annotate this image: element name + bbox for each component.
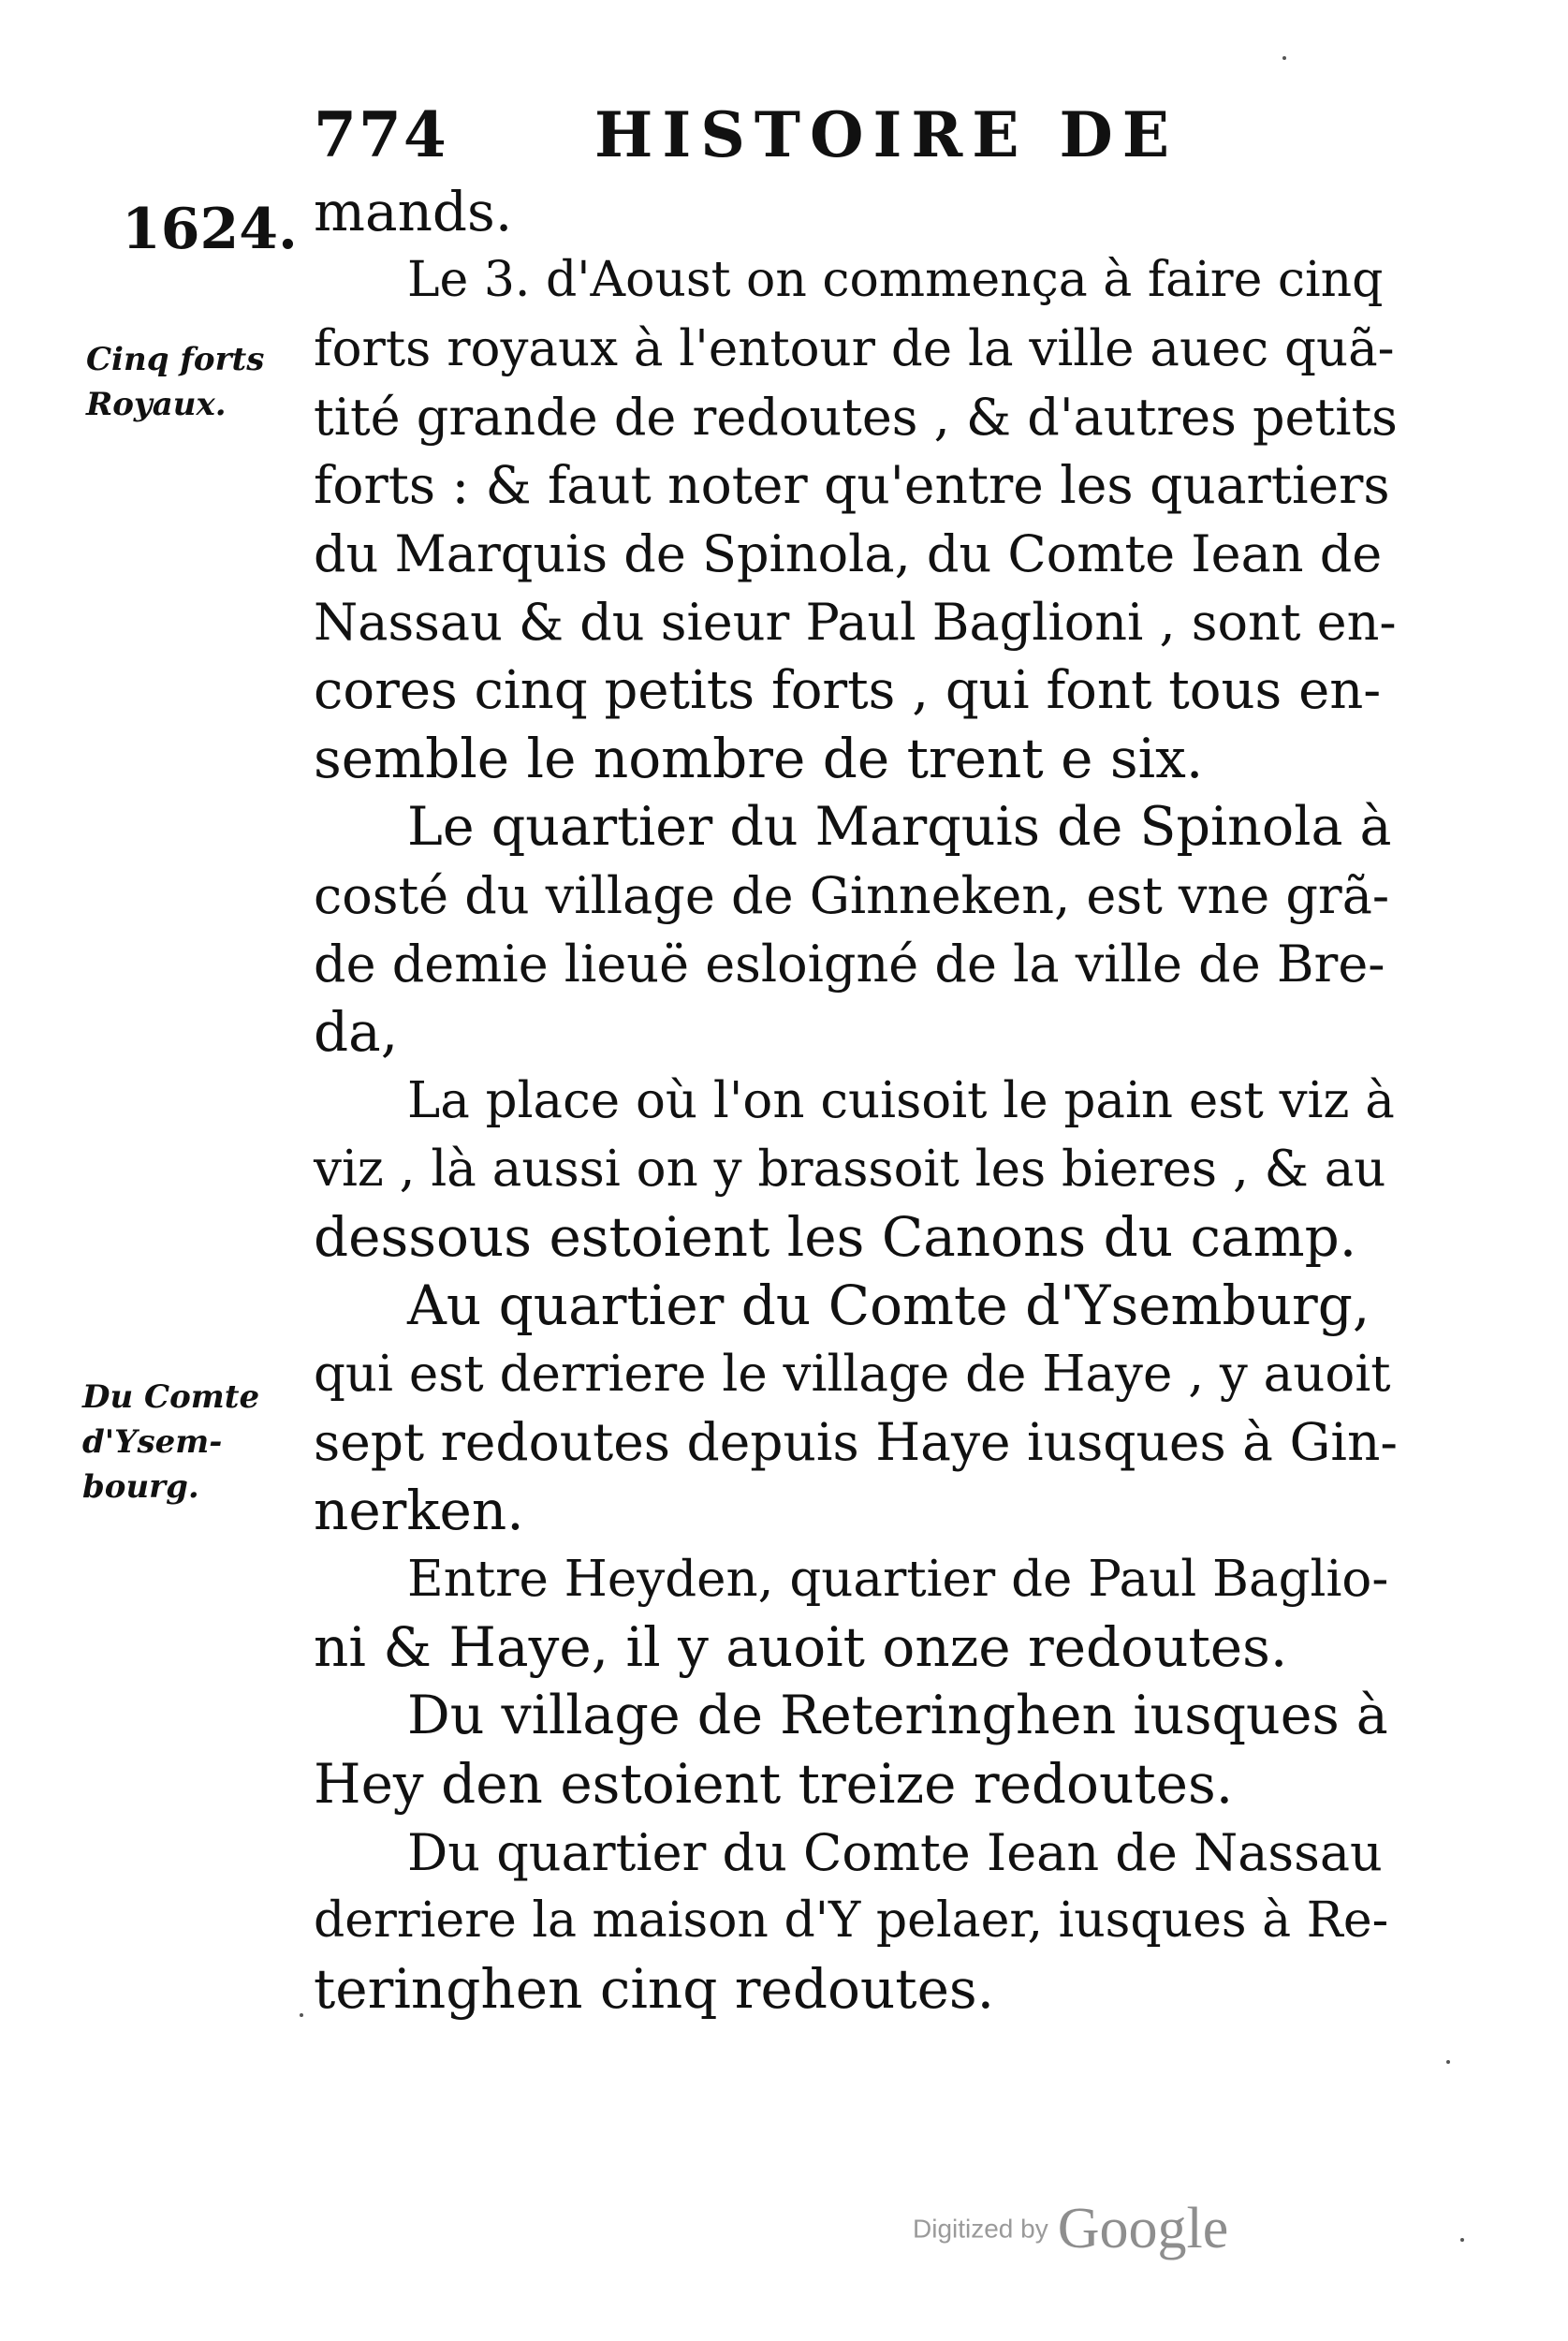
google-logo: Google <box>1057 2197 1229 2260</box>
running-title: HISTOIRE DE <box>594 98 1180 171</box>
text-line: Entre Heyden, quartier de Paul Baglio- <box>407 1551 1389 1608</box>
text-line: Le quartier du Marquis de Spinola à <box>407 796 1392 858</box>
text-line: mands. <box>314 180 513 243</box>
text-line: sept redoutes depuis Haye iusques à Gin- <box>314 1412 1398 1472</box>
text-line: semble le nombre de trent e six. <box>314 727 1204 790</box>
text-line: Du village de Reteringhen iusques à <box>407 1685 1388 1746</box>
text-line: viz , là aussi on y brassoit les bieres , & au <box>314 1141 1386 1198</box>
text-line: teringhen cinq redoutes. <box>314 1957 995 2021</box>
text-line: cores cinq petits forts , qui font tous en- <box>314 660 1382 721</box>
text-line: Du quartier du Comte Iean de Nassau <box>407 1823 1383 1882</box>
text-line: forts royaux à l'entour de la ville auec quã- <box>314 320 1395 377</box>
marginal-note-line: Royaux. <box>86 386 227 423</box>
digitized-by-google-watermark <box>913 2196 1228 2262</box>
text-line: dessous estoient les Canons du camp. <box>314 1205 1357 1269</box>
marginal-note-ysemburg <box>82 1375 259 1509</box>
text-line: du Marquis de Spinola, du Comte Iean de <box>314 524 1383 583</box>
text-line: derriere la maison d'Y pelaer, iusques à Re- <box>314 1892 1389 1949</box>
page-number: 774 <box>314 98 448 171</box>
speck <box>1446 2060 1450 2064</box>
text-line: forts : & faut noter qu'entre les quartiers <box>314 455 1390 515</box>
text-line: Le 3. d'Aoust on commença à faire cinq <box>407 252 1384 308</box>
marginal-note-line: Du Comte <box>82 1378 260 1416</box>
text-line: Hey den estoient treize redoutes. <box>314 1752 1234 1816</box>
text-line: costé du village de Ginneken, est vne grã- <box>314 866 1390 925</box>
marginal-note-line: bourg. <box>82 1468 199 1506</box>
speck <box>1460 2238 1464 2242</box>
digitized-by-label: Digitized by <box>913 2214 1048 2244</box>
marginal-note-line: d'Ysem- <box>82 1423 223 1461</box>
text-line: La place où l'on cuisoit le pain est viz à <box>407 1072 1395 1129</box>
text-line: Nassau & du sieur Paul Baglioni , sont en- <box>314 593 1397 652</box>
text-line: tité grande de redoutes , & d'autres petits <box>314 388 1398 447</box>
marginal-note-line: Cinq forts <box>86 341 265 378</box>
speck <box>1282 56 1286 60</box>
speck <box>300 2013 303 2017</box>
text-line: da, <box>314 1000 399 1064</box>
text-line: Au quartier du Comte d'Ysemburg, <box>407 1274 1370 1337</box>
text-line: nerken. <box>314 1479 524 1542</box>
text-line: de demie lieuë esloigné de la ville de Bre- <box>314 935 1385 994</box>
text-line: ni & Haye, il y auoit onze redoutes. <box>314 1615 1288 1679</box>
margin-year: 1624. <box>122 197 298 262</box>
running-head <box>314 98 1250 173</box>
marginal-note-forts <box>86 337 264 427</box>
text-line: qui est derriere le village de Haye , y auoit <box>314 1346 1391 1403</box>
body-text <box>314 178 1399 2024</box>
